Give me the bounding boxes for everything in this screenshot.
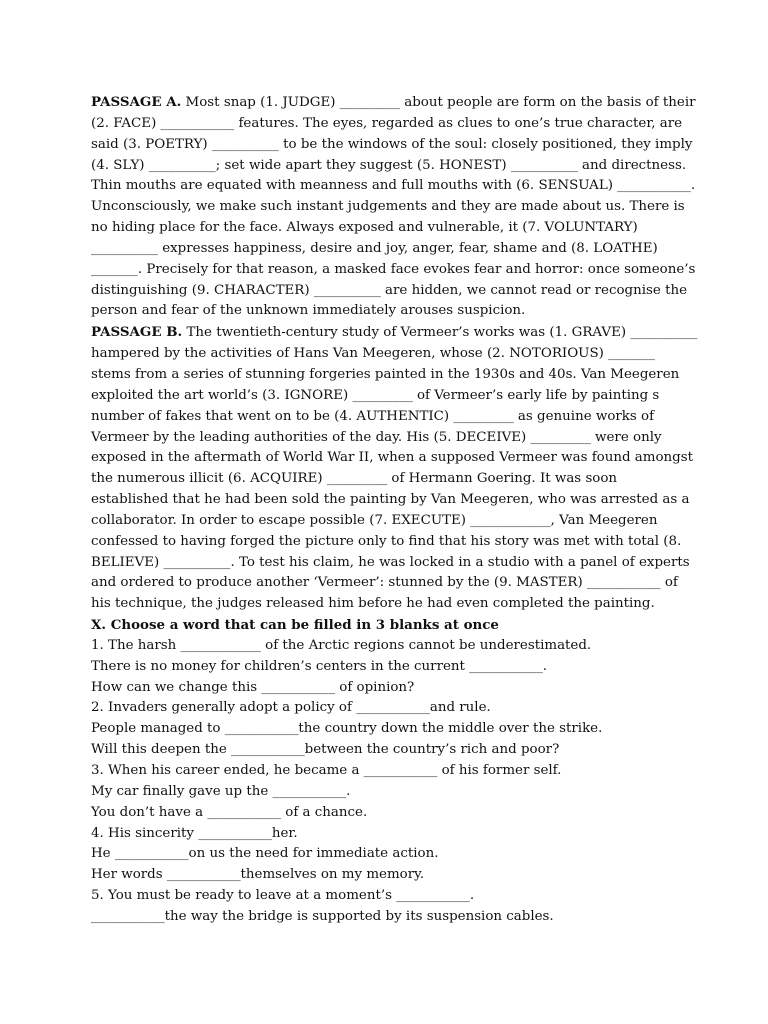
exercise-line: 5. You must be ready to leave at a moment’s ___________. xyxy=(91,888,475,904)
exercise-line: Her words ___________themselves on my memory. xyxy=(91,867,425,883)
section-x-heading: X. Choose a word that can be filled in 3 blanks at once xyxy=(91,617,499,634)
exercise-line: There is no money for children’s centers in the current ___________. xyxy=(91,658,548,674)
exercise-line: 4. His sincerity ___________her. xyxy=(91,825,298,841)
exercise-line: 3. When his career ended, he became a ___________ of his former self. xyxy=(91,763,562,778)
passage-a xyxy=(91,92,698,322)
exercise-line: Will this deepen the ___________between the country’s rich and poor? xyxy=(91,742,560,758)
passage-a-text: Most snap (1. JUDGE) _________ about people are form on the basis of their (2. FACE) ___________ features. The eyes, regarded as clues to one’s true character, are said (3. POETRY) __________ to be the windows of the soul: closely positioned, they imply (4. SLY) __________; set wide apart they suggest (5. HONEST) __________ and directness. Thin mouths are equated with meanness and full mouths with (6. SENSUAL) ___________. Unconsciously, we make such instant judgements and they are made about us. There is no hiding place for the face. Always exposed and vulnerable, it (7. VOLUNTARY) __________ expresses happiness, desire and joy, anger, fear, shame and (8. LOATHE) _______. Precisely for that reason, a masked face evokes fear and horror: once someone’s distinguishing (9. CHARACTER) __________ are hidden, we cannot read or recognise the person and fear of the unknown immediately arouses suspicion. xyxy=(91,95,696,319)
exercise-line: How can we change this ___________ of opinion? xyxy=(91,679,415,695)
exercise-line: 2. Invaders generally adopt a policy of ___________and rule. xyxy=(91,700,491,716)
exercise-line: You don’t have a ___________ of a chance. xyxy=(91,804,368,820)
passage-b-label: PASSAGE B. xyxy=(91,324,183,341)
passage-b xyxy=(91,322,698,615)
exercise-line: He ___________on us the need for immediate action. xyxy=(91,846,439,862)
exercise-line: People managed to ___________the country down the middle over the strike. xyxy=(91,721,603,737)
passage-b-text: The twentieth-century study of Vermeer’s works was (1. GRAVE) __________ hampered by the activities of Hans Van Meegeren, whose (2. NOTORIOUS) _______ stems from a series of stunning forgeries painted in the 1930s and 40s. Van Meegeren exploited the art world’s (3. IGNORE) _________ of Vermeer’s early life by painting s number of fakes that went on to be (4. AUTHENTIC) _________ as genuine works of Vermeer by the leading authorities of the day. His (5. DECEIVE) _________ were only exposed in the aftermath of World War II, when a supposed Vermeer was found amongst the numerous illicit (6. ACQUIRE) _________ of Hermann Goering. It was soon established that he had been sold the painting by Van Meegeren, who was arrested as a collaborator. In order to escape possible (7. EXECUTE) ____________, Van Meegeren confessed to having forged the picture only to find that his story was met with total (8. BELIEVE) __________. To test his claim, he was locked in a studio with a panel of experts and ordered to produce another ‘Vermeer’: stunned by the (9. MASTER) ___________ of his technique, the judges released him before he had even completed the painting. xyxy=(91,325,698,612)
passage-a-label: PASSAGE A. xyxy=(91,94,182,110)
exercise-line: 1. The harsh ____________ of the Arctic regions cannot be underestimated. xyxy=(91,637,592,653)
section-x-lines xyxy=(91,636,698,928)
exercise-line: My car finally gave up the ___________. xyxy=(91,783,351,799)
exercise-line: ___________the way the bridge is supported by its suspension cables. xyxy=(91,908,554,924)
